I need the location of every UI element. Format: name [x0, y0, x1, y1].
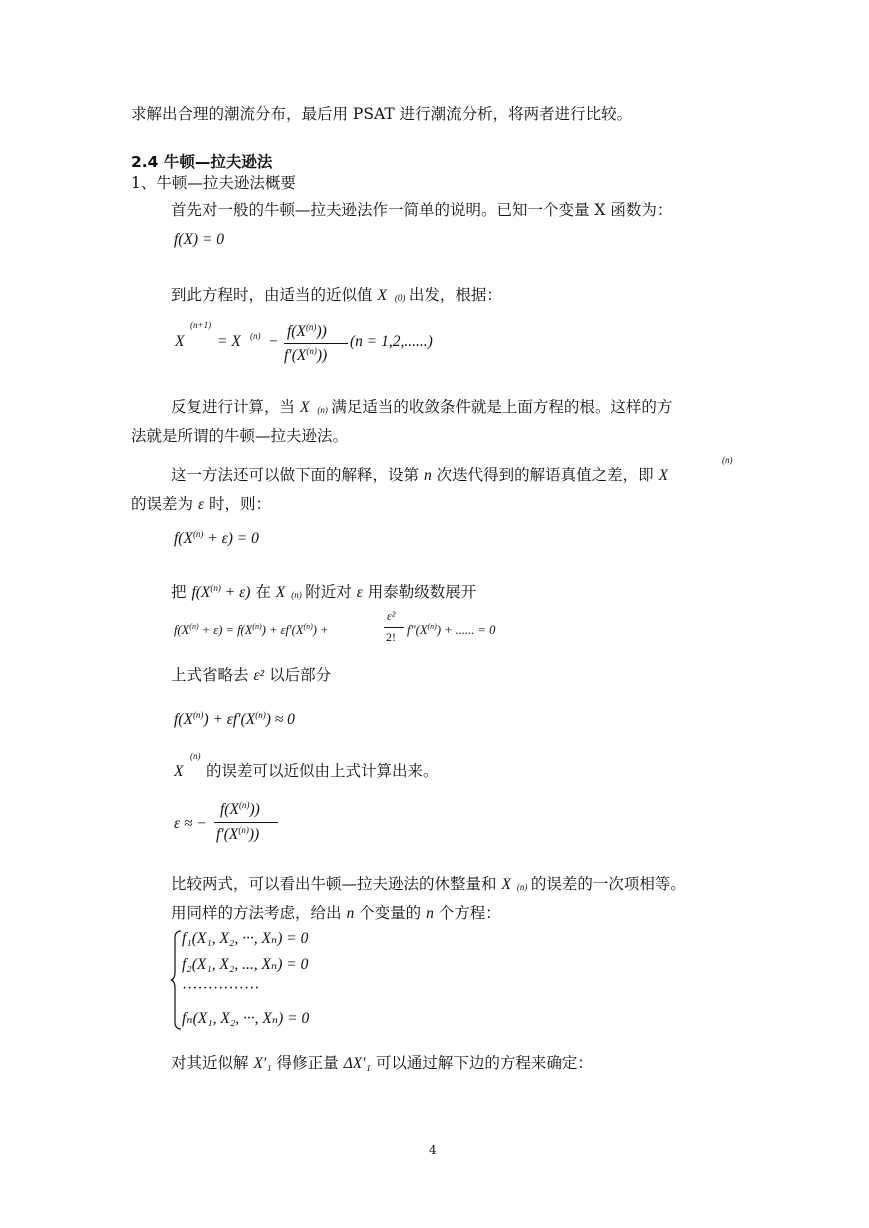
paragraph-line	[171, 665, 331, 686]
paragraph-line	[171, 397, 672, 418]
fraction-denominator	[284, 346, 327, 365]
system-eq-2: f₂(X₁, X₂, ..., Xₙ) = 0	[182, 956, 309, 973]
taylor-left	[174, 622, 329, 638]
fraction-numerator	[220, 800, 260, 819]
math-var: ΔX′₁	[343, 1055, 371, 1072]
iter-rhs: = X	[217, 333, 241, 350]
text-span: 比较两式，可以看出牛顿—拉夫逊法的休整量和	[171, 875, 497, 893]
text-span: 到此方程时，由适当的近似值	[171, 286, 373, 304]
system-eq-1: f₁(X₁, X₂, ···, Xₙ) = 0	[182, 930, 309, 947]
paragraph-line	[171, 903, 501, 924]
paren: )	[316, 323, 322, 341]
superscript: (n)	[255, 710, 266, 720]
den-text: f′(X	[216, 826, 239, 844]
text-span: 在	[255, 583, 271, 602]
fraction-numerator	[287, 322, 327, 341]
math-var: n	[423, 467, 432, 484]
text-span: 个方程：	[438, 904, 501, 922]
fraction-denominator: 2!	[386, 630, 396, 644]
math-var: ε	[356, 584, 363, 602]
text-span: 次迭代得到的解语真值之差，即	[436, 466, 654, 484]
equation-f-eps	[174, 529, 259, 548]
paren: )	[316, 347, 322, 365]
text-span: 用同样的方法考虑，给出	[171, 904, 342, 922]
paren: )	[249, 801, 255, 819]
eq-text: f(X	[174, 711, 193, 729]
math-var: n	[426, 905, 434, 922]
math-var: X	[501, 876, 511, 893]
superscript: (n)	[427, 622, 437, 631]
num-text: f(X	[220, 801, 239, 819]
text-span: 时，则：	[209, 495, 272, 513]
math-var: X	[377, 287, 387, 304]
text-span: 这一方法还可以做下面的解释，设第	[171, 466, 420, 484]
superscript: (n)	[722, 455, 733, 465]
eq-text: ) + εf′(X	[261, 623, 304, 638]
paragraph-line: 的误差可以近似由上式计算出来。	[206, 762, 439, 780]
text-span: 上式省略去	[171, 666, 249, 684]
superscript: (n)	[291, 590, 302, 601]
superscript: (n)	[238, 825, 249, 835]
paren: )	[322, 347, 328, 365]
paragraph-line	[171, 285, 502, 306]
page-number: 4	[429, 1143, 437, 1157]
text-span: 得修正量	[276, 1054, 339, 1072]
superscript: (n)	[190, 751, 201, 761]
superscript: (n)	[303, 622, 313, 631]
math-expr	[191, 584, 250, 601]
superscript: (n)	[252, 622, 262, 631]
paragraph-line	[171, 1053, 593, 1074]
paren: )	[254, 801, 260, 819]
paren: )	[248, 826, 254, 844]
fraction-denominator	[216, 825, 259, 844]
text-span: 以后部分	[269, 666, 332, 684]
superscript: (n)	[192, 529, 204, 539]
eq-text: + ε) = f(X	[201, 623, 253, 638]
eq-text: ) + ...... = 0	[436, 623, 496, 638]
text-span: 把	[171, 583, 187, 602]
num-text: f(X	[287, 323, 306, 341]
subsection-title: 1、牛顿—拉夫逊法概要	[131, 174, 296, 192]
text-span: 出发，根据：	[408, 286, 502, 304]
math-var: n	[346, 905, 355, 922]
eq-text: f″(X	[407, 623, 428, 638]
expr-text: f(X	[191, 584, 211, 602]
eq-text: ) ≈ 0	[265, 711, 295, 729]
iter-range: (n = 1,2,......)	[350, 333, 433, 350]
paragraph-line	[171, 465, 668, 486]
equation-fx: f(X) = 0	[174, 231, 225, 248]
paren: )	[321, 323, 327, 341]
math-var: X	[299, 399, 310, 416]
superscript: (n)	[516, 882, 528, 892]
text-span: 的误差为	[131, 495, 194, 513]
eps-approx: ε ≈ −	[174, 815, 207, 832]
text-line: 求解出合理的潮流分布，最后用 PSAT 进行潮流分析，将两者进行比较。	[131, 105, 633, 123]
minus-sign: −	[269, 333, 278, 350]
den-text: f′(X	[284, 347, 307, 365]
paragraph-line	[131, 494, 271, 515]
text-span: 个变量的	[359, 904, 422, 922]
section-heading: 2.4 牛顿—拉夫逊法	[131, 153, 273, 171]
math-var: X	[658, 467, 669, 484]
math-var: ε	[197, 496, 205, 513]
fraction-bar	[214, 822, 278, 823]
text-span: 附近对	[305, 583, 352, 602]
text-span: 对其近似解	[171, 1054, 249, 1072]
superscript: (n)	[238, 800, 250, 810]
superscript: (n)	[306, 346, 317, 356]
text-span: 满足适当的收敛条件就是上面方程的根。这样的方	[331, 398, 673, 416]
text-span: 可以通过解下边的方程来确定：	[375, 1054, 593, 1072]
math-var: X′₁	[253, 1055, 272, 1072]
paragraph-line: 法就是所谓的牛顿—拉夫逊法。	[131, 427, 349, 445]
eq-text: f(X	[174, 623, 190, 638]
math-var: X	[275, 584, 286, 602]
superscript: (n+1)	[190, 320, 212, 330]
superscript: (n)	[305, 322, 317, 332]
text-span: 反复进行计算，当	[171, 398, 296, 416]
taylor-right	[407, 622, 495, 638]
expr-text: + ε)	[224, 584, 251, 602]
text-span: 用泰勒级数展开	[367, 583, 477, 602]
equation-approx	[174, 710, 295, 729]
fraction-bar	[284, 343, 348, 344]
system-eq-n: fₙ(X₁, X₂, ···, Xₙ) = 0	[182, 1010, 310, 1027]
fraction-numerator: ε²	[387, 609, 396, 623]
paragraph-line	[171, 578, 476, 603]
paragraph-line	[171, 874, 686, 895]
eq-text: + ε) = 0	[207, 530, 259, 548]
fraction-bar	[384, 627, 404, 628]
paren: )	[254, 826, 260, 844]
superscript: (0)	[394, 293, 406, 303]
paragraph-line: 首先对一般的牛顿—拉夫逊法作一简单的说明。已知一个变量 X 函数为：	[171, 201, 673, 219]
math-var: ε²	[253, 667, 265, 684]
system-ellipsis: ···············	[182, 980, 260, 997]
eq-text: ) + εf′(X	[203, 711, 256, 729]
eq-text: ) +	[312, 623, 329, 638]
eq-text: f(X	[174, 530, 193, 548]
superscript: (n)	[250, 331, 261, 341]
superscript: (n)	[317, 405, 328, 415]
iter-X: X	[175, 333, 185, 350]
math-var: X	[174, 763, 184, 780]
superscript: (n)	[189, 622, 199, 631]
superscript: (n)	[192, 710, 204, 720]
superscript: (n)	[210, 583, 221, 593]
text-span: 的误差的一次项相等。	[530, 875, 686, 893]
